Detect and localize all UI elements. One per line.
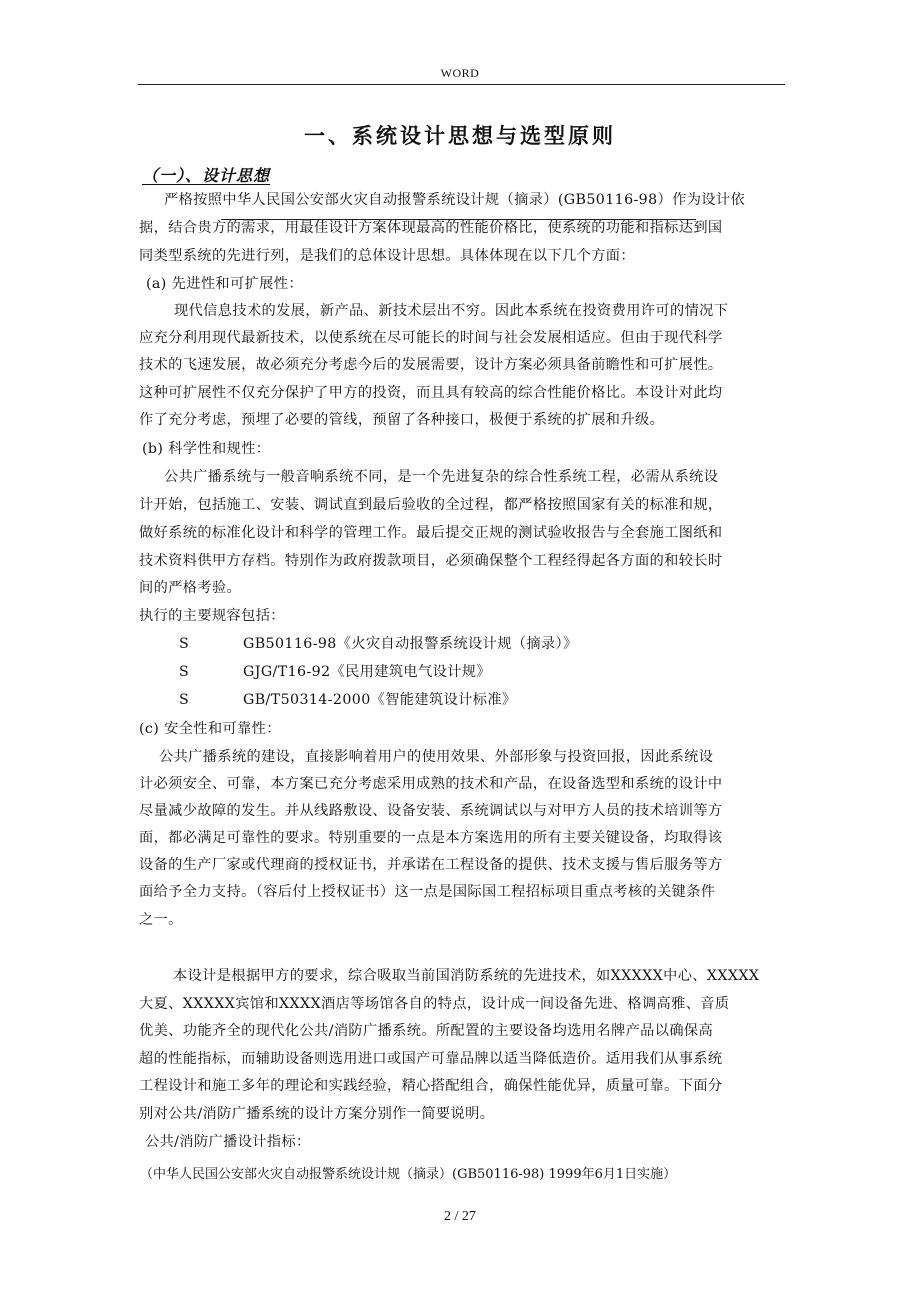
- text-line: 执行的主要规容包括：: [139, 608, 285, 624]
- page-title: 一、系统设计思想与选型原则: [304, 123, 616, 148]
- section-heading: （一）、设计思想: [142, 166, 271, 185]
- text-line: (b) 科学性和规性：: [142, 441, 271, 457]
- footnote: （中华人民国公安部火灾自动报警系统设计规（摘录）(GB50116-98) 1999年6月1日实施）: [140, 1167, 677, 1182]
- text-line: 据，结合贵方的需求，用最佳设计方案体现最高的性能价格比，使系统的功能和指标达到国: [139, 220, 723, 236]
- list-item: GB50116-98《火灾自动报警系统设计规（摘录）》: [243, 636, 578, 652]
- text-line: 设备的生产厂家或代理商的授权证书，并承诺在工程设备的提供、技术支援与售后服务等方: [139, 857, 723, 873]
- text-line: 公共广播系统与一般音响系统不同，是一个先进复杂的综合性系统工程，必需从系统设: [164, 469, 719, 485]
- text-line: 应充分利用现代最新技术，以使系统在尽可能长的时间与社会发展相适应。但由于现代科学: [139, 330, 723, 346]
- text-line: 同类型系统的先进行列，是我们的总体设计思想。具体体现在以下几个方面：: [139, 248, 635, 264]
- page-number: 2 / 27: [444, 1209, 476, 1224]
- text-line: 计必须安全、可靠，本方案已充分考虑采用成熟的技术和产品，在设备选型和系统的设计中: [139, 776, 723, 792]
- text-line: 大夏、XXXXX宾馆和XXXX酒店等场馆各自的特点，设计成一间设备先进、格调高雅、音质: [139, 996, 730, 1012]
- text-line: 技术资料供甲方存档。特别作为政府拨款项目，必须确保整个工程经得起各方面的和较长时: [139, 553, 723, 569]
- list-item: GJG/T16-92《民用建筑电气设计规》: [243, 664, 491, 680]
- list-bullet: S: [179, 664, 190, 680]
- text-line: 面给予全力支持。（容后付上授权证书）这一点是国际国工程招标项目重点考核的关键条件: [139, 884, 716, 900]
- text-line: 尽量减少故障的发生。并从线路敷设、设备安装、系统调试以与对甲方人员的技术培训等方: [139, 803, 723, 819]
- list-bullet: S: [179, 692, 190, 708]
- header-rule: [138, 84, 785, 85]
- text-line: (a) 先进性和可扩展性：: [146, 276, 303, 292]
- text-line: 做好系统的标准化设计和科学的管理工作。最后提交正规的测试验收报告与全套施工图纸和: [139, 525, 723, 541]
- text-line: (c) 安全性和可靠性：: [139, 721, 281, 737]
- text-line: 严格按照中华人民国公安部火灾自动报警系统设计规（摘录）(GB50116-98）作为设计依: [164, 192, 746, 208]
- text-line: 计开始，包括施工、安装、调试直到最后验收的全过程，都严格按照国家有关的标准和规，: [139, 497, 723, 513]
- page-header: WORD: [440, 66, 480, 80]
- text-line: 面，都必满足可靠性的要求。特别重要的一点是本方案选用的所有主要关键设备，均取得该: [139, 830, 723, 846]
- list-bullet: S: [179, 636, 190, 652]
- text-line: 技术的飞速发展，故必须充分考虑今后的发展需要，设计方案必须具备前瞻性和可扩展性。: [139, 357, 723, 373]
- text-line: 现代信息技术的发展，新产品、新技术层出不穷。因此本系统在投资费用许可的情况下: [174, 303, 729, 319]
- text-line: 这种可扩展性不仅充分保护了甲方的投资，而且具有较高的综合性能价格比。本设计对此均: [139, 385, 723, 401]
- text-line: 公共/消防广播设计指标：: [145, 1134, 311, 1150]
- text-line: 间的严格考验。: [139, 580, 242, 596]
- text-line: 本设计是根据甲方的要求，综合吸取当前国消防系统的先进技术，如XXXXX中心、XXXXX: [173, 968, 760, 984]
- text-line: 作了充分考虑，预埋了必要的管线，预留了各种接口，极便于系统的扩展和升级。: [139, 412, 665, 428]
- text-line: 别对公共/消防广播系统的设计方案分别作一简要说明。: [139, 1106, 495, 1122]
- text-line: 之一。: [139, 912, 183, 928]
- text-line: 公共广播系统的建设，直接影响着用户的使用效果、外部形象与投资回报，因此系统设: [159, 749, 714, 765]
- text-line: 优美、功能齐全的现代化公共/消防广播系统。所配置的主要设备均选用名牌产品以确保高: [139, 1023, 714, 1039]
- list-item: GB/T50314-2000《智能建筑设计标准》: [243, 692, 517, 708]
- text-line: 超的性能指标，而辅助设备则选用进口或国产可靠品牌以适当降低造价。适用我们从事系统: [139, 1051, 723, 1067]
- text-line: 工程设计和施工多年的理论和实践经验，精心搭配组合，确保性能优异，质量可靠。下面分: [139, 1078, 723, 1094]
